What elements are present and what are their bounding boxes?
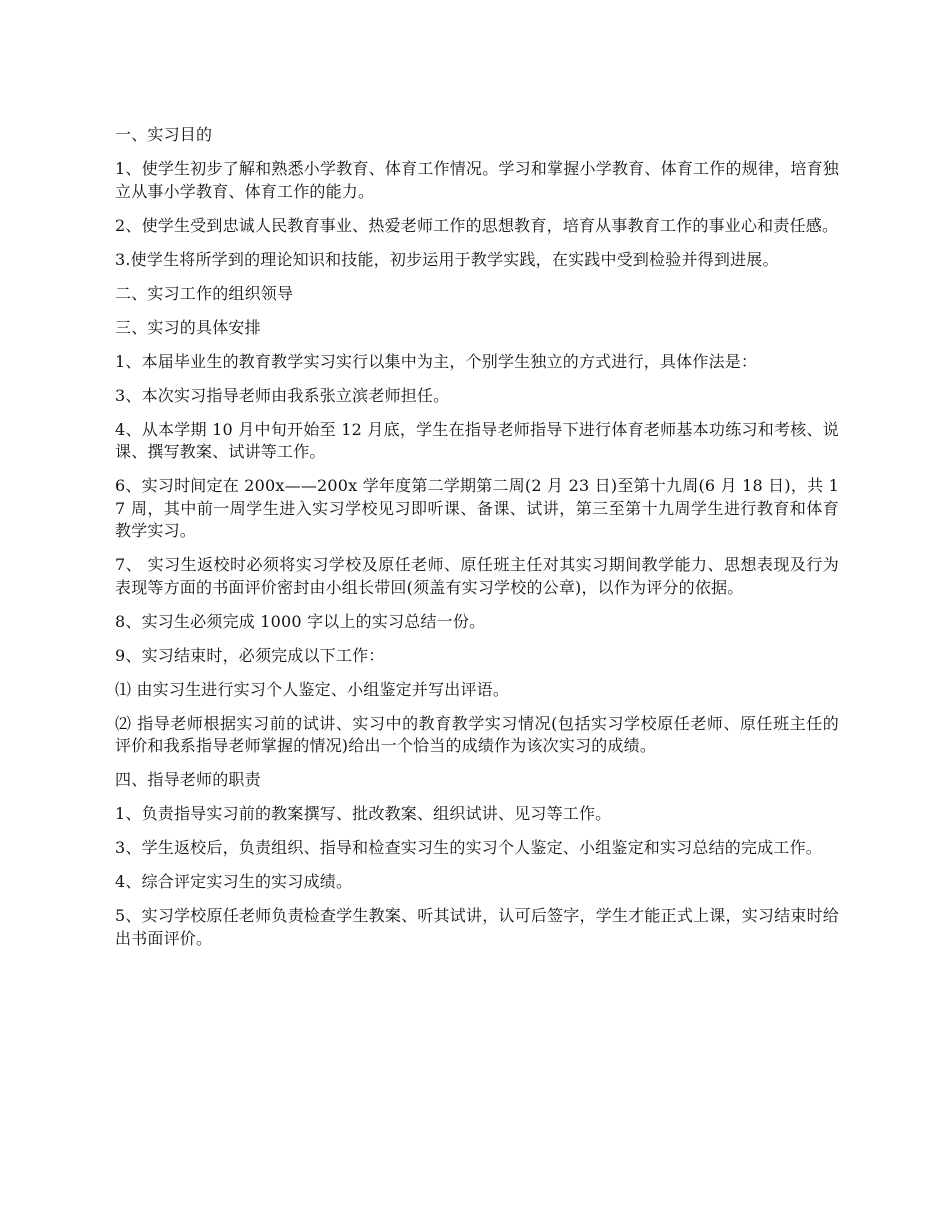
document-page xyxy=(115,124,839,962)
section-heading-duties: 四、指导老师的职责 xyxy=(115,770,261,789)
section-heading-purpose: 一、实习目的 xyxy=(115,125,213,144)
paragraph-duties-3: 3、学生返校后，负责组织、指导和检查实习生的实习个人鉴定、小组鉴定和实习总结的完成工作。 xyxy=(115,838,822,857)
paragraph-purpose-1: 1、使学生初步了解和熟悉小学教育、体育工作情况。学习和掌握小学教育、体育工作的规律，培育独立从事小学教育、体育工作的能力。 xyxy=(115,159,839,201)
list-item-1: ⑴ 由实习生进行实习个人鉴定、小组鉴定并写出评语。 xyxy=(115,679,510,699)
paragraph-purpose-3: 3.使学生将所学到的理论知识和技能，初步运用于教学实践，在实践中受到检验并得到进展。 xyxy=(115,249,779,269)
paragraph-arrangement-1: 1、本届毕业生的教育教学实习实行以集中为主，个别学生独立的方式进行，具体作法是： xyxy=(115,351,758,371)
paragraph-purpose-2: 2、使学生受到忠诚人民教育事业、热爱老师工作的思想教育，培育从事教育工作的事业心和责任感。 xyxy=(115,215,839,235)
paragraph-duties-5: 5、实习学校原任老师负责检查学生教案、听其试讲，认可后签字，学生才能正式上课，实习结束时给出书面评价。 xyxy=(115,906,839,948)
paragraph-arrangement-8: 8、实习生必须完成 1000 字以上的实习总结一份。 xyxy=(115,611,486,631)
paragraph-arrangement-6: 6、实习时间定在 200x——200x 学年度第二学期第二周(2 月 23 日)至第十九周(6 月 18 日)，共 17 周，其中前一周学生进入实习学校见习即听课、备课、试讲，第三至第十九周学生进行教育和体育教学实习。 xyxy=(115,476,839,540)
paragraph-duties-1: 1、负责指导实习前的教案撰写、批改教案、组织试讲、见习等工作。 xyxy=(115,804,612,823)
paragraph-duties-4: 4、综合评定实习生的实习成绩。 xyxy=(115,872,353,891)
paragraph-arrangement-9: 9、实习结束时，必须完成以下工作： xyxy=(115,645,385,665)
section-heading-arrangement: 三、实习的具体安排 xyxy=(115,317,261,337)
list-item-2: ⑵ 指导老师根据实习前的试讲、实习中的教育教学实习情况(包括实习学校原任老师、原任班主任的评价和我系指导老师掌握的情况)给出一个恰当的成绩作为该次实习的成绩。 xyxy=(115,713,839,755)
paragraph-arrangement-3: 3、本次实习指导老师由我系张立滨老师担任。 xyxy=(115,385,450,405)
paragraph-arrangement-7: 7、 实习生返校时必须将实习学校及原任老师、原任班主任对其实习期间教学能力、思想表现及行为表现等方面的书面评价密封由小组长带回(须盖有实习学校的公章)，以作为评分的依据。 xyxy=(115,555,839,597)
paragraph-arrangement-4: 4、从本学期 10 月中旬开始至 12 月底，学生在指导老师指导下进行体育老师基本功练习和考核、说课、撰写教案、试讲等工作。 xyxy=(115,419,839,461)
section-heading-organization: 二、实习工作的组织领导 xyxy=(115,283,294,303)
